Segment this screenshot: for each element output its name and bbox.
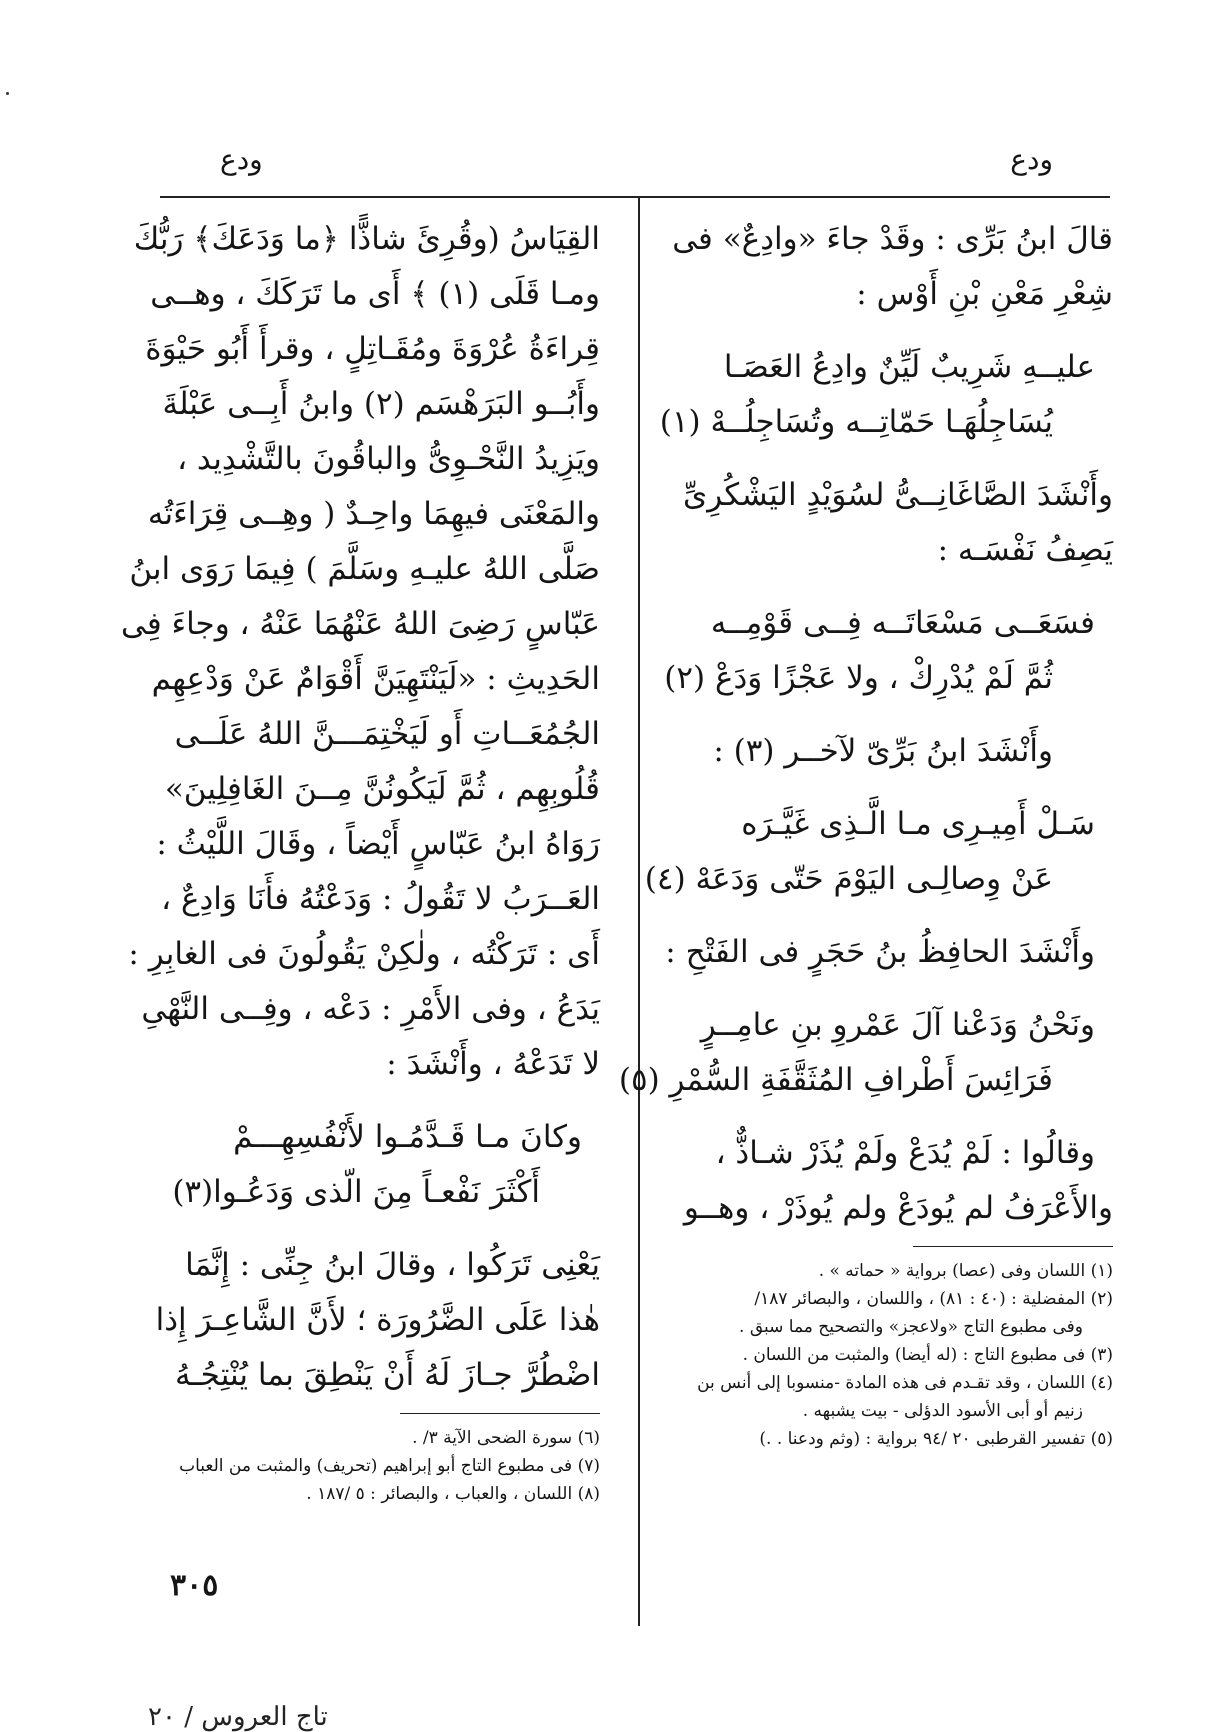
footnote: (٧) فى مطبوع التاج أبو إبراهيم (تحريف) والمثبت من العباب [179, 1456, 600, 1476]
verse-line: ثُمَّ لَمْ يُدْرِكْ ، ولا عَجْزًا وَدَعْ (٢) [664, 660, 1053, 696]
text-line: وأَنْشَدَ ابنُ بَرِّىّ لآخــر (٣) : [713, 733, 1053, 769]
footnote-rule [400, 1413, 600, 1414]
verse-line: وكانَ مـا قَـدَّمُـوا لأَنْفُسِهِـــمْ [233, 1119, 582, 1155]
text-line: الحَدِيثِ : «لَيَنْتَهِيَنَّ أَقْوَامٌ عَنْ وَدْعِهِم [151, 661, 600, 697]
spacer [668, 450, 1113, 468]
text-line: رَوَاهُ ابنُ عَبّاسٍ أَيْضاً ، وقَالَ اللَّيْثُ : [156, 826, 600, 862]
footnote: زنيم أو أبى الأسود الدؤلى - بيت يشبهه . [802, 1401, 1083, 1421]
column-divider [638, 196, 640, 1626]
text-line: والمَعْنَى فيهِمَا واحِـدٌ ( وهِــى قِرَاءَتُه [147, 496, 600, 532]
text-line: صَلَّى اللهُ عليـهِ وسَلَّمَ ) فِيمَا رَوَى ابنُ [129, 551, 600, 587]
text-line: وقالُوا : لَمْ يُدَعْ ولَمْ يُذَرْ شـاذٌّ ، [715, 1135, 1095, 1171]
text-line: ويَزِيدُ النَّحْـوِىُّ والباقُونَ بالتَّشْدِيد ، [177, 441, 600, 477]
spacer [668, 578, 1113, 596]
text-line: وأَنْشَدَ الحافِظُ بنُ حَجَرٍ فى الفَتْحِ : [665, 934, 1095, 970]
verse-line: عليــهِ شَرِيبٌ لَيِّنٌ وادِعُ العَصَـا [723, 349, 1095, 385]
text-line: والأَعْرَفُ لم يُودَعْ ولم يُوذَرْ ، وهــو [683, 1190, 1113, 1226]
footnote-rule [913, 1246, 1113, 1247]
spacer [668, 779, 1113, 797]
text-line: هٰذا عَلَى الضَّرُورَة ؛ لأَنَّ الشَّاعِـرَ إِذا [155, 1302, 600, 1338]
verse-line: فَرَائِسَ أَطْرافِ المُثَقَّفَةِ السُّمْرِ (٥) [618, 1062, 1053, 1098]
verse-line: سَـلْ أَمِيـرِى مـا الَّـذِى غَيَّـرَه [741, 806, 1095, 842]
footnote: (٢) المفضلية : (٤٠ : ٨١) ، واللسان ، والبصائر ١٨٧/ [754, 1289, 1113, 1309]
footnote: (١) اللسان وفى (عصا) برواية « حماته » . [818, 1261, 1113, 1281]
verse-line: فسَعَــى مَسْعَاتَــه فِــى قَوْمِــه [710, 605, 1095, 641]
volume-signature: تاج العروس / ٢٠ [148, 1702, 328, 1732]
verse-line: عَنْ وِصالِـى اليَوْمَ حَتّى وَدَعَهْ (٤) [644, 861, 1053, 897]
footnote: (٤) اللسان ، وقد تقـدم فى هذه المادة -منسوبا إلى أنس بن [697, 1373, 1113, 1393]
text-line: عَبّاسٍ رَضِىَ اللهُ عَنْهُمَا عَنْهُ ، وجاءَ فِى [121, 606, 600, 642]
running-header-right: ودع [1010, 143, 1053, 176]
text-line: يَعْنِى تَرَكُوا ، وقالَ ابنُ جِنِّى : إِنَّمَا [185, 1247, 600, 1283]
text-line: وأَنْشَدَ الصَّاغَانِــىُّ لسُوَيْدٍ اليَشْكُرِىِّ [683, 477, 1113, 513]
page-number: ٣٠٥ [170, 1568, 219, 1603]
text-line: وأَبُــو البَرَهْسَم (٢) وابنُ أَبِــى عَبْلَةَ [162, 386, 600, 422]
footnote: (٦) سورة الضحى الآية ٣/ . [412, 1428, 600, 1448]
text-line: القِيَاسُ (وقُرِئَ شاذًّا ﴿ما وَدَعَكَ﴾ رَبُّكَ [133, 221, 600, 257]
text-line: قُلُوبِهِم ، ثُمَّ لَيَكُونُنَّ مِــنَ الغَافِلِينَ» [164, 771, 600, 807]
text-line: أَى : تَرَكْتُه ، ولٰكِنْ يَقُولُونَ فى الغابِرِ : [128, 936, 600, 972]
footnote: (٥) تفسير القرطبى ٢٠ /٩٤ برواية : (وثم ودعنا . .) [759, 1429, 1113, 1449]
footnote: (٨) اللسان ، والعباب ، والبصائر : ٥ /١٨٧ . [306, 1484, 600, 1504]
spacer [668, 706, 1113, 724]
right-column [618, 212, 1113, 1453]
text-line: يَصِفُ نَفْسَـه : [937, 532, 1113, 568]
verse-line: ونَحْنُ وَدَعْنا آلَ عَمْروِ بنِ عامِــرٍ [700, 1007, 1095, 1043]
footnote: وفى مطبوع التاج «ولاعجز» والتصحيح مما سبق . [739, 1317, 1083, 1337]
text-line: قالَ ابنُ بَرِّى : وقَدْ جاءَ «وادِعٌ» فى [672, 221, 1113, 257]
running-header-left: ودع [220, 143, 263, 176]
text-line: اضْطُرَّ جـازَ لَهُ أَنْ يَنْطِقَ بما يُنْتِجُـهُ [174, 1357, 600, 1393]
left-column [121, 212, 600, 1508]
scan-speck [6, 92, 9, 95]
text-line: ومـا قَلَى (١) ﴾ أَى ما تَرَكَكَ ، وهــى [150, 276, 600, 312]
text-line: العَــرَبُ لا تَقُولُ : وَدَعْتُهُ فأَنَا وَادِعٌ ، [161, 881, 600, 917]
verse-line: أَكْثَرَ نَفْعـاً مِنَ الّذى وَدَعُـوا(٣) [172, 1174, 540, 1210]
text-line: لا تَدَعْهُ ، وأَنْشَدَ : [386, 1046, 600, 1082]
text-line: الجُمُعَــاتِ أَو لَيَخْتِمَـــنَّ اللهُ عَلَــى [174, 716, 600, 752]
spacer [668, 907, 1113, 925]
text-line: يَدَعُ ، وفى الأَمْرِ : دَعْه ، وفِــى النَّهْىِ [141, 991, 600, 1027]
verse-line: يُسَاجِلُهَـا حَمّاتِــه وتُسَاجِلُــهْ (١) [659, 404, 1053, 440]
spacer [160, 1092, 600, 1110]
text-line: شِعْرِ مَعْنِ بْنِ أَوْس : [856, 276, 1113, 312]
text-line: قِراءَةُ عُرْوَةَ ومُقَـاتِلٍ ، وقرأَ أَبُو حَيْوَةَ [145, 331, 600, 367]
spacer [668, 980, 1113, 998]
header-rule [160, 196, 1110, 198]
spacer [668, 322, 1113, 340]
spacer [668, 1108, 1113, 1126]
footnote: (٣) فى مطبوع التاج : (له أيضا) والمثبت من اللسان . [742, 1345, 1113, 1365]
spacer [160, 1220, 600, 1238]
